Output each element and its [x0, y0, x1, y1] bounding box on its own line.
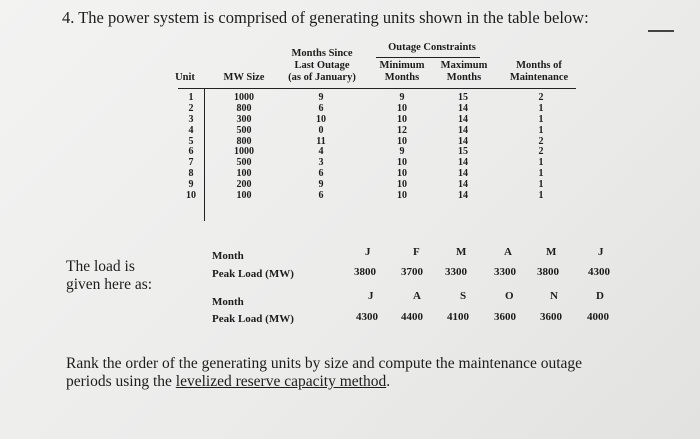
maintenance-header-line1: Months of	[516, 60, 562, 71]
table-cell: 14	[458, 157, 468, 169]
table-cell: 9	[318, 179, 324, 191]
table-cell: 10	[397, 190, 407, 202]
table-cell: 100	[236, 190, 252, 202]
table-cell: 9	[318, 92, 324, 103]
month-cell: M	[456, 246, 467, 258]
table-cell: 1000	[234, 92, 254, 103]
unit-column	[180, 93, 202, 202]
peak-load-cell: 4000	[587, 311, 609, 323]
table-cell: 10	[186, 190, 196, 202]
table-cell: 500	[236, 124, 252, 136]
table-cell: 8	[188, 168, 194, 180]
min-months-header-line1: Minimum	[379, 60, 425, 71]
month-cell: J	[365, 246, 371, 258]
table-cell: 1	[538, 168, 544, 180]
table-cell: 14	[458, 113, 468, 125]
question-text	[66, 355, 582, 391]
table-cell: 1	[538, 179, 544, 191]
month-label-second: Month	[212, 296, 244, 308]
table-cell: 10	[397, 179, 407, 191]
table-cell: 10	[397, 135, 407, 147]
table-cell: 200	[236, 179, 252, 191]
peak-load-cell: 3600	[540, 311, 562, 323]
maintenance-header-line2: Maintenance	[509, 72, 569, 83]
peak-load-cell: 4400	[401, 311, 423, 323]
peak-load-cell: 3800	[537, 266, 559, 278]
outage-constraints-header: Outage Constraints	[388, 42, 476, 53]
table-cell: 14	[458, 135, 468, 147]
load-intro-line1: The load is	[66, 258, 135, 275]
months-since-column	[306, 93, 336, 202]
table-cell: 14	[458, 102, 468, 114]
table-cell: 6	[318, 190, 324, 202]
month-cell: J	[368, 290, 374, 302]
table-cell: 9	[188, 179, 194, 191]
table-cell: 10	[397, 157, 407, 169]
table-cell: 0	[318, 124, 324, 136]
months-since-header-line2: Last Outage	[294, 60, 350, 71]
month-cell: J	[598, 246, 604, 258]
month-cell: A	[504, 246, 512, 258]
table-cell: 2	[538, 146, 544, 158]
table-cell: 4	[318, 146, 324, 158]
table-cell: 1	[538, 124, 544, 136]
month-cell: O	[505, 290, 514, 302]
table-cell: 6	[318, 168, 324, 180]
table-cell: 6	[318, 102, 324, 114]
table-cell: 12	[397, 124, 407, 136]
table-cell: 7	[188, 157, 194, 169]
mw-size-header: MW Size	[223, 72, 265, 83]
table-cell: 1000	[234, 146, 254, 158]
month-cell: A	[413, 290, 421, 302]
peak-load-cell: 4100	[447, 311, 469, 323]
months-since-header-line3: (as of January)	[288, 72, 356, 83]
table-cell: 11	[316, 135, 326, 147]
table-cell: 5	[188, 135, 194, 147]
peak-load-cell: 4300	[356, 311, 378, 323]
table-cell: 300	[236, 113, 252, 125]
problem-heading: 4. The power system is comprised of generating units shown in the table below:	[62, 8, 589, 27]
table-cell: 3	[188, 113, 194, 125]
month-cell: N	[550, 290, 558, 302]
table-header-rule	[178, 88, 576, 89]
table-cell: 9	[399, 92, 405, 103]
question-line2-prefix: periods using the	[66, 373, 176, 390]
table-cell: 10	[397, 102, 407, 114]
max-months-column	[448, 93, 478, 202]
table-cell: 15	[458, 92, 468, 103]
table-cell: 10	[316, 113, 326, 125]
table-cell: 2	[538, 92, 544, 103]
peak-load-cell: 3800	[354, 266, 376, 278]
maintenance-column	[526, 93, 556, 202]
max-months-header-line2: Months	[446, 72, 482, 83]
table-cell: 2	[188, 102, 194, 114]
mw-size-column	[220, 93, 268, 202]
peak-load-cell: 3300	[445, 266, 467, 278]
load-intro-line2: given here as:	[66, 276, 153, 293]
table-cell: 10	[397, 113, 407, 125]
unit-column-divider	[204, 88, 205, 221]
outage-constraints-rule	[376, 57, 480, 58]
table-cell: 6	[188, 146, 194, 158]
month-cell: M	[546, 246, 557, 258]
peak-load-cell: 4300	[588, 266, 610, 278]
peak-load-cell: 3600	[494, 311, 516, 323]
question-line2-suffix: .	[386, 373, 391, 390]
month-cell: D	[596, 290, 604, 302]
min-months-header-line2: Months	[384, 72, 420, 83]
table-cell: 1	[188, 92, 194, 103]
levelized-method-link: levelized reserve capacity method	[175, 373, 387, 390]
month-cell: F	[413, 246, 420, 258]
month-label-first: Month	[212, 250, 244, 262]
table-cell: 14	[458, 124, 468, 136]
table-cell: 10	[397, 168, 407, 180]
table-cell: 15	[458, 146, 468, 158]
table-cell: 1	[538, 190, 544, 202]
table-cell: 1	[538, 157, 544, 169]
table-cell: 14	[458, 168, 468, 180]
heading-rule	[648, 30, 674, 32]
table-cell: 500	[236, 157, 252, 169]
load-intro	[66, 258, 152, 294]
peak-load-label-second: Peak Load (MW)	[212, 313, 294, 325]
table-cell: 1	[538, 102, 544, 114]
table-cell: 2	[538, 135, 544, 147]
table-cell: 1	[538, 113, 544, 125]
table-cell: 3	[318, 157, 324, 169]
peak-load-cell: 3700	[401, 266, 423, 278]
unit-header: Unit	[175, 72, 195, 83]
max-months-header-line1: Maximum	[440, 60, 488, 71]
table-cell: 100	[236, 168, 252, 180]
question-line1: Rank the order of the generating units by size and compute the maintenance outage	[66, 355, 583, 372]
question-line2	[66, 373, 582, 391]
min-months-column	[387, 93, 417, 202]
table-cell: 9	[399, 146, 405, 158]
peak-load-label-first: Peak Load (MW)	[212, 268, 294, 280]
table-cell: 800	[236, 102, 252, 114]
month-cell: S	[460, 290, 467, 302]
table-cell: 14	[458, 190, 468, 202]
peak-load-cell: 3300	[494, 266, 516, 278]
table-cell: 4	[188, 124, 194, 136]
table-cell: 14	[458, 179, 468, 191]
months-since-header-line1: Months Since	[291, 48, 353, 59]
table-cell: 800	[236, 135, 252, 147]
